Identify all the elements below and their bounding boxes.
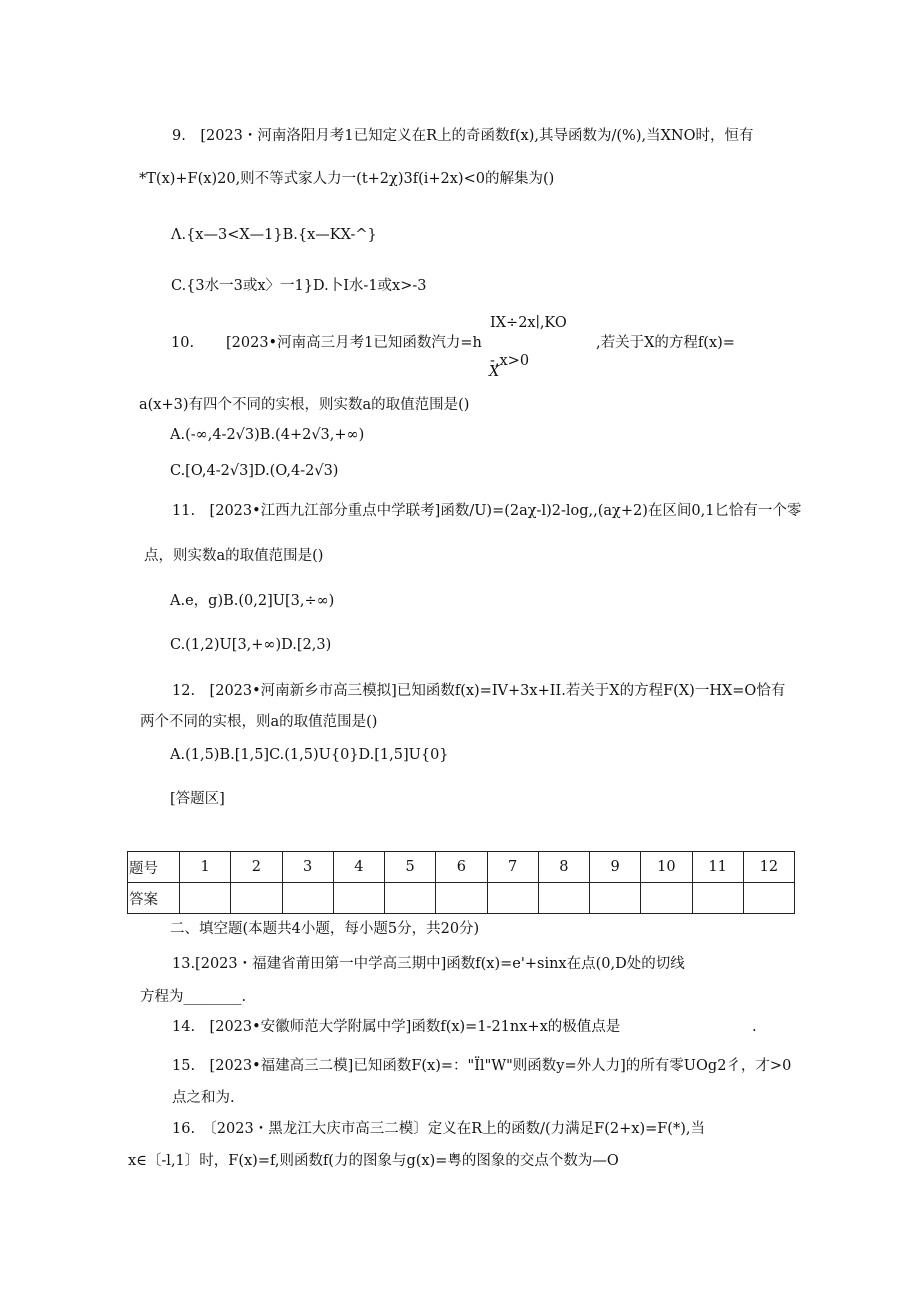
answer-cell[interactable] — [333, 883, 384, 914]
answer-cell[interactable] — [436, 883, 487, 914]
q16-line1: 16. 〔2023・黑龙江大庆市高三二模〕定义在R上的函数/(力满足F(2+x)=F(*),当 — [172, 1121, 705, 1137]
q14-line: 14. [2023•安徽师范大学附属中学]函数f(x)=1-21nx+x的极值点是 — [172, 1019, 621, 1035]
q10-options-ab: A.(-∞,4-2√3)B.(4+2√3,+∞) — [170, 427, 365, 443]
answer-cell[interactable] — [538, 883, 589, 914]
answer-area-label: [答题区] — [170, 791, 225, 807]
q10-line2: a(x+3)有四个不同的实根，则实数a的取值范围是() — [139, 397, 470, 413]
question-number-cell: 4 — [333, 852, 384, 883]
q13-line2: 方程为________. — [140, 989, 247, 1005]
answer-cell[interactable] — [385, 883, 436, 914]
q11-line2: 点，则实数a的取值范围是() — [144, 548, 324, 564]
answer-row-label: 答案 — [128, 883, 180, 914]
question-number-cell: 8 — [538, 852, 589, 883]
q13-line1: 13.[2023・福建省莆田第一中学高三期中]函数f(x)=e'+sinx在点(0,D处的切线 — [172, 956, 685, 972]
q10-prefix: [2023•河南高三月考1已知函数汽力=h — [226, 335, 482, 351]
table-header-label: 题号 — [128, 852, 180, 883]
answer-cell[interactable] — [692, 883, 743, 914]
question-number-cell: 11 — [692, 852, 743, 883]
question-number-cell: 9 — [590, 852, 641, 883]
answer-cell[interactable] — [590, 883, 641, 914]
q12-line2: 两个不同的实根，则a的取值范围是() — [140, 714, 378, 730]
q10-piece2-var: X — [489, 364, 500, 380]
answer-cell[interactable] — [180, 883, 231, 914]
question-number-cell: 1 — [180, 852, 231, 883]
q9-options-ab: Λ.{x—3<X—1}B.{x—KX-^} — [171, 227, 377, 243]
q10-number: 10. — [171, 335, 195, 351]
answer-table-answer-row — [128, 883, 795, 914]
q12-options: A.(1,5)B.[1,5]C.(1,5)U{0}D.[1,5]U{0} — [170, 747, 449, 763]
answer-cell[interactable] — [231, 883, 282, 914]
answer-table-header-row — [128, 852, 795, 883]
q10-piece1: IX÷2x∣,KO — [490, 315, 567, 331]
q14-end: . — [752, 1019, 757, 1035]
question-number-cell: 6 — [436, 852, 487, 883]
q9-line2: *T(x)+F(x)20,则不等式家人力一(t+2χ)3f(i+2x)<0的解集为() — [139, 171, 555, 187]
answer-cell[interactable] — [487, 883, 538, 914]
question-number-cell: 3 — [282, 852, 333, 883]
q9-line1: 9. [2023・河南洛阳月考1已知定义在R上的奇函数f(x),其导函数为/(%),当XNO时，恒有 — [172, 128, 754, 144]
q11-options-cd: C.(1,2)U[3,+∞)D.[2,3) — [170, 637, 332, 653]
q16-line2: x∈〔-l,1〕时，F(x)=f,则函数f(力的图象与g(x)=粤的图象的交点个数为—O — [128, 1153, 619, 1169]
q10-suffix: ,若关于X的方程f(x)= — [596, 335, 735, 351]
question-number-cell: 2 — [231, 852, 282, 883]
question-number-cell: 12 — [743, 852, 794, 883]
q12-line1: 12. [2023•河南新乡市高三模拟]已知函数f(x)=IV+3x+II.若关于X的方程F(X)一HX=O恰有 — [172, 683, 786, 699]
section2-title: 二、填空题(本题共4小题，每小题5分，共20分) — [170, 921, 480, 937]
question-number-cell: 5 — [385, 852, 436, 883]
answer-cell[interactable] — [743, 883, 794, 914]
q10-options-cd: C.[O,4-2√3]D.(O,4-2√3) — [170, 463, 339, 479]
q11-options-ab: A.e，g)B.(0,2]U[3,÷∞) — [170, 593, 335, 609]
answer-cell[interactable] — [282, 883, 333, 914]
q15-line2: 点之和为. — [172, 1090, 235, 1106]
q9-options-cd: C.{3水一3或x〉一1}D.卜I水-1或x>-3 — [171, 278, 427, 294]
q15-line1: 15. [2023•福建高三二模]已知函数F(x)=："Ϊl"W"则函数y=外人力]的所有零UOg2彳，才>0 — [172, 1058, 792, 1074]
question-number-cell: 10 — [641, 852, 692, 883]
q10-piece2: -,x>0 — [490, 353, 530, 369]
q11-line1: 11. [2023•江西九江部分重点中学联考]函数/U)=(2aχ-l)2-log,,(aχ+2)在区间0,1匕恰有一个零 — [172, 503, 802, 519]
question-number-cell: 7 — [487, 852, 538, 883]
answer-table — [127, 851, 795, 914]
answer-cell[interactable] — [641, 883, 692, 914]
